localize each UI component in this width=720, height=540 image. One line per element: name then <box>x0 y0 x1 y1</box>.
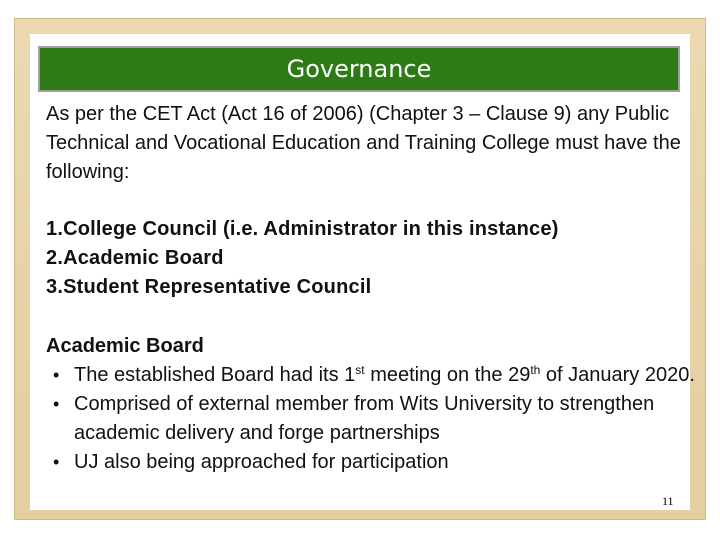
ordinal-suffix: th <box>530 363 541 377</box>
list-item: 3.Student Representative Council <box>46 276 372 298</box>
page-number: 11 <box>662 494 674 508</box>
bullet-text-part: The established Board had its 1 <box>74 364 356 386</box>
bullet-marker: • <box>53 452 60 472</box>
bullet-item <box>46 390 696 448</box>
ordinal-suffix: st <box>355 363 365 377</box>
numbered-list <box>46 215 696 302</box>
bullet-item <box>46 361 696 390</box>
bullet-text-part: of January 2020. <box>540 364 695 386</box>
bullet-text: UJ also being approached for participation <box>74 451 449 473</box>
bullet-text-part: meeting on the 29 <box>364 364 531 386</box>
slide-body <box>46 100 696 477</box>
bullet-marker: • <box>53 365 60 385</box>
bullet-marker: • <box>53 394 60 414</box>
list-item: 2.Academic Board <box>46 247 224 269</box>
section-heading: Academic Board <box>46 335 204 357</box>
intro-paragraph: As per the CET Act (Act 16 of 2006) (Chapter 3 – Clause 9) any Public Technical and Vocational Education and Training College must have the following: <box>46 103 681 183</box>
bullet-item <box>46 448 696 477</box>
slide-title: Governance <box>38 46 680 92</box>
bullet-text: Comprised of external member from Wits University to strengthen academic delivery and forge partnerships <box>74 393 655 444</box>
list-item: 1.College Council (i.e. Administrator in this instance) <box>46 218 559 240</box>
bullet-list <box>46 361 696 477</box>
